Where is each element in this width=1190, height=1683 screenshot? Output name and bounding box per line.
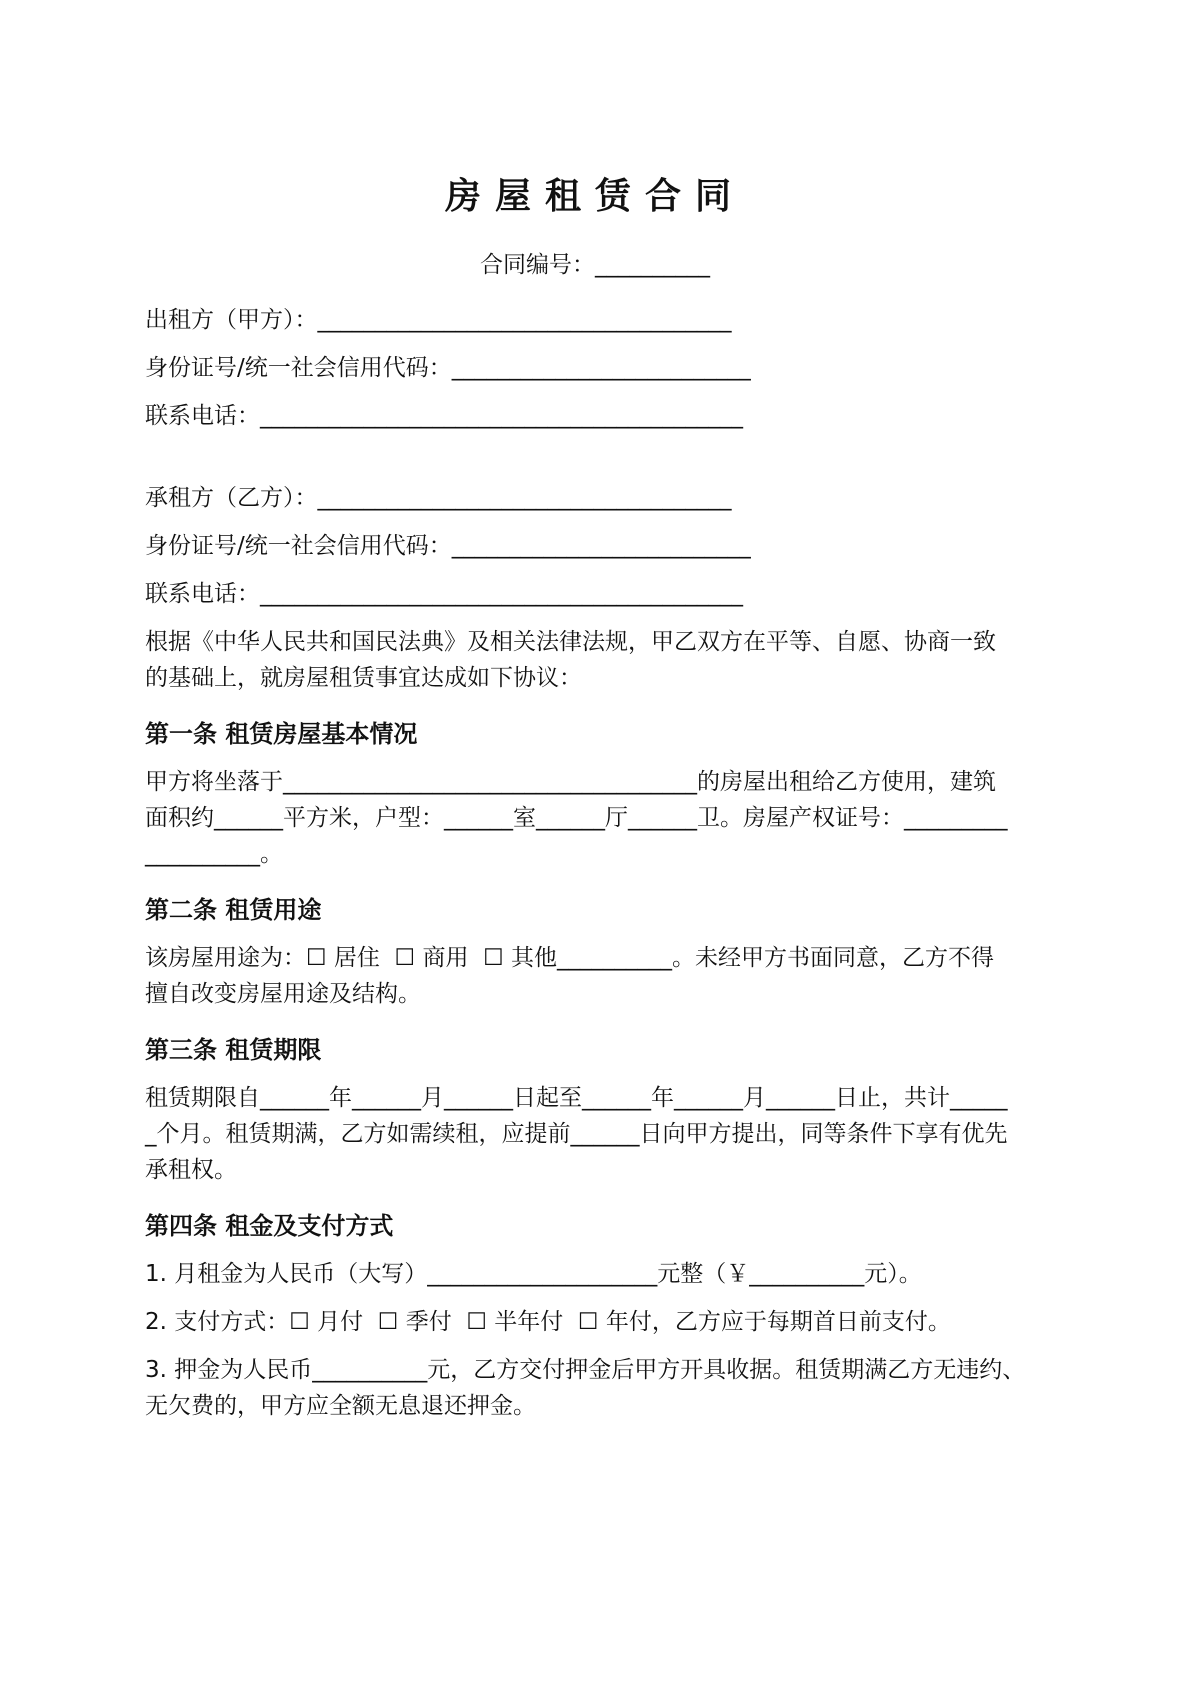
article-3-line-2: _个月。租赁期满，乙方如需续租，应提前______日向甲方提出，同等条件下享有优先 [145,1121,1008,1147]
lessee-name-line: 承租方（乙方）：____________________________________ [145,485,732,511]
article-1-heading: 第一条 租赁房屋基本情况 [145,720,418,748]
document-title: 房屋租赁合同 [444,176,745,217]
article-4-item-2: 2. 支付方式：☐ 月付 ☐ 季付 ☐ 半年付 ☐ 年付，乙方应于每期首日前支付。 [145,1309,951,1335]
article-2-heading: 第二条 租赁用途 [145,896,322,924]
article-3-heading: 第三条 租赁期限 [145,1036,322,1064]
lessee-phone-line: 联系电话：__________________________________________ [145,581,743,607]
article-3-line-3: 承租权。 [145,1157,237,1183]
preamble-line-2: 的基础上，就房屋租赁事宜达成如下协议： [145,665,582,691]
lessor-phone-line: 联系电话：__________________________________________ [145,403,743,429]
article-1-line-1: 甲方将坐落于____________________________________的房屋出租给乙方使用，建筑 [145,769,996,795]
article-2-line-2: 擅自改变房屋用途及结构。 [145,981,421,1007]
article-4-heading: 第四条 租金及支付方式 [145,1212,394,1240]
article-3-line-1: 租赁期限自______年______月______日起至______年______月______日止，共计_____ [145,1085,1008,1111]
article-4-item-3-line-1: 3. 押金为人民币__________元，乙方交付押金后甲方开具收据。租赁期满乙方无违约、 [145,1357,1026,1383]
article-1-line-2: 面积约______平方米，户型：______室______厅______卫。房屋产权证号：_________ [145,805,1008,831]
lessor-name-line: 出租方（甲方）：____________________________________ [145,307,732,333]
preamble-line-1: 根据《中华人民共和国民法典》及相关法律法规，甲乙双方在平等、自愿、协商一致 [145,629,996,655]
lessee-id-line: 身份证号/统一社会信用代码：__________________________ [145,533,751,559]
article-4-item-3-line-2: 无欠费的，甲方应全额无息退还押金。 [145,1393,536,1419]
article-2-line-1: 该房屋用途为：☐ 居住 ☐ 商用 ☐ 其他__________。未经甲方书面同意，乙方不得 [145,945,995,971]
contract-number: 合同编号：__________ [480,252,710,278]
lessor-id-line: 身份证号/统一社会信用代码：__________________________ [145,355,751,381]
article-1-line-3: __________。 [145,841,283,867]
article-4-item-1: 1. 月租金为人民币（大写）____________________元整（￥__________元）。 [145,1261,922,1287]
